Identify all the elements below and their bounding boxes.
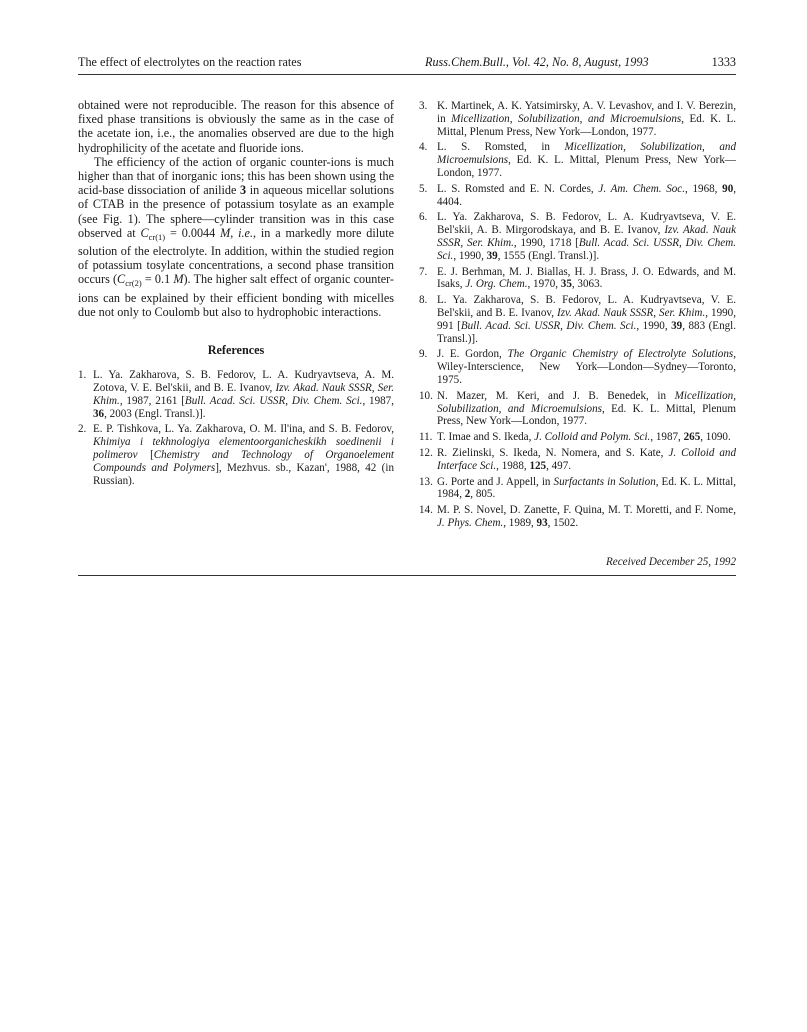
paragraph-2: [78, 155, 394, 319]
reference-text: , 1990,: [636, 319, 672, 332]
reference-pages: , 497.: [546, 459, 572, 472]
reference-source: Izv. Akad. Nauk SSSR, Ser. Khim.: [557, 306, 706, 319]
reference-number: 10.: [419, 389, 433, 402]
reference-text: , 1970,: [527, 278, 561, 291]
reference-authors: G. Porte and J. Appell, in: [437, 475, 554, 488]
p2-text-f: = 0.1: [141, 272, 174, 287]
p2-text-a: The efficiency of the action of organic counter-ions is much higher than that of inorganic ions; this has been shown using the acid-base dissociation of anilide: [78, 154, 394, 198]
reference-item: [419, 182, 737, 209]
reference-number: 6.: [419, 211, 428, 224]
reference-item: [419, 431, 736, 444]
reference-number: 9.: [419, 348, 428, 361]
reference-volume: 265: [683, 431, 701, 444]
reference-authors: L. Ya. Zakharova, S. B. Fedorov, L. A. Kudryavtseva, V. E. Bel'skii, A. B. Mirgorodskaya, and B. E. Ivanov,: [437, 211, 736, 237]
reference-text: , 1990,: [453, 249, 487, 262]
reference-number: 7.: [419, 265, 428, 278]
p2-text-g: ). The higher salt effect of organic counter-ions can be explained by their efficient bonding with micelles due not only to Coulomb but also to hydrophobic interactions.: [78, 272, 394, 319]
reference-volume: 36: [93, 407, 105, 420]
reference-text: [: [137, 449, 154, 462]
reference-number: 12.: [419, 446, 433, 459]
journal-citation: Russ.Chem.Bull., Vol. 42, No. 8, August, 1993: [425, 55, 649, 69]
reference-volume: 39: [671, 319, 683, 332]
reference-text: , Wiley-Interscience, New York—London—Sydney—Toronto, 1975.: [437, 348, 736, 386]
reference-source: Micellization, Solubilization, and Microemulsions: [437, 141, 736, 167]
reference-list-right: [419, 100, 737, 530]
reference-text: , 1987,: [650, 431, 684, 444]
reference-authors: E. J. Berhman, M. J. Biallas, H. J. Brass, J. O. Edwards, and M. Isaks,: [437, 265, 736, 291]
reference-pages: , 4404.: [437, 182, 737, 208]
reference-pages: , 883 (Engl. Transl.)].: [437, 319, 737, 345]
reference-number: 11.: [419, 431, 433, 444]
reference-number: 3.: [419, 100, 428, 112]
page-number: 1333: [711, 55, 736, 69]
p2-text-b: in aqueous micellar solutions of CTAB in the presence of potassium tosylate as an example (see Fig. 1). The sphere—cylinder transition was in this case observed at: [78, 183, 394, 240]
reference-text: , 1990, 991 [: [437, 306, 736, 332]
reference-item: [419, 211, 737, 262]
reference-number: 5.: [419, 182, 428, 195]
reference-number: 8.: [419, 294, 428, 307]
reference-translation-source: Chemistry and Technology of Organoelement Compounds and Polymers: [93, 449, 395, 474]
reference-text: ],: [215, 461, 228, 474]
reference-text: , 1988,: [496, 459, 530, 472]
reference-number: 14.: [419, 504, 433, 517]
reference-authors: R. Zielinski, S. Ikeda, N. Nomera, and S. Kate,: [437, 446, 669, 459]
subscript-cr2: cr(2): [125, 278, 142, 289]
compound-number: 3: [240, 183, 247, 198]
reference-text: , Ed. K. L. Mittal, Plenum Press, New York—London, 1977.: [437, 112, 736, 138]
reference-authors: J. E. Gordon,: [437, 348, 508, 361]
reference-source: J. Colloid and Polym. Sci.: [534, 431, 651, 444]
reference-authors: N. Mazer, M. Keri, and J. B. Benedek, in: [437, 389, 675, 402]
p2-text-e: , in a markedly more dilute solution of the electrolyte. In addition, within the studied region of potassium tosylate concentrations, a second phase transition occurs (: [78, 225, 394, 287]
reference-pages: , 3063.: [571, 278, 603, 291]
reference-text: , 1987, 2161 [: [119, 394, 185, 407]
reference-text: , Ed. K. L. Mittal, 1984,: [437, 475, 736, 501]
reference-source: Micellization, Solubilization, and Microemulsions: [437, 389, 736, 415]
reference-number: 1.: [78, 369, 87, 382]
reference-source: J. Phys. Chem.: [437, 516, 504, 529]
running-header: [78, 52, 736, 75]
reference-text: , 1989,: [503, 516, 537, 529]
reference-source: Micellization, Solubilization, and Microemulsions: [451, 112, 682, 125]
paragraph-1-text: obtained were not reproducible. The reason for this absence of fixed phase transitions is obviously the same as in the case of the acetate ion, i.e., the anomalies observed are due to the high hydrophilicity of the acetate and fluoride ions.: [78, 98, 394, 155]
reference-item: [419, 348, 736, 386]
reference-item: [419, 446, 737, 473]
left-column: [78, 98, 394, 490]
reference-number: 13.: [419, 475, 433, 488]
reference-source: Surfactants in Solution: [553, 475, 656, 488]
reference-source: J. Org. Chem.: [465, 278, 528, 291]
reference-item: [419, 504, 736, 530]
running-title: The effect of electrolytes on the reaction rates: [78, 55, 302, 69]
reference-pages: Mezhvus. sb., Kazan', 1988, 42 (in Russian).: [93, 461, 394, 487]
reference-text: , 1987,: [362, 394, 394, 407]
bottom-rule: [78, 575, 736, 576]
received-date: Received December 25, 1992: [606, 556, 736, 568]
reference-number: 2.: [78, 423, 87, 436]
reference-pages: , 2003 (Engl. Transl.)].: [104, 407, 206, 420]
reference-pages: , 1090.: [700, 431, 731, 444]
reference-authors: M. P. S. Novel, D. Zanette, F. Quina, M. T. Moretti, and F. Nome,: [437, 504, 736, 517]
reference-source: J. Colloid and Interface Sci.: [437, 446, 737, 472]
reference-pages: , 1502.: [547, 516, 579, 529]
reference-volume: 90: [722, 182, 734, 195]
unit-m1: M, i.e.: [220, 225, 254, 240]
reference-translation-source: Bull. Acad. Sci. USSR, Div. Chem. Sci.: [437, 236, 737, 262]
reference-item: [419, 294, 737, 345]
symbol-c2: C: [117, 272, 126, 287]
reference-volume: 93: [536, 516, 548, 529]
reference-translation-source: Bull. Acad. Sci. USSR, Div. Chem. Sci.: [460, 319, 637, 332]
symbol-c1: C: [140, 225, 149, 240]
unit-m2: M: [173, 272, 184, 287]
subscript-cr1: cr(1): [148, 231, 166, 242]
reference-volume: 35: [560, 278, 572, 291]
reference-list-left: [78, 369, 394, 487]
reference-pages: , 805.: [470, 488, 496, 501]
reference-source: Izv. Akad. Nauk SSSR, Ser. Khim.: [437, 224, 736, 249]
reference-pages: , 1555 (Engl. Transl.)].: [497, 249, 600, 262]
reference-item: [419, 265, 736, 292]
reference-item: [419, 100, 736, 138]
reference-item: [419, 141, 736, 179]
reference-source: J. Am. Chem. Soc.: [598, 182, 685, 195]
reference-source: Izv. Akad. Nauk SSSR, Ser. Khim.: [93, 382, 394, 407]
reference-authors: L. Ya. Zakharova, S. B. Fedorov, L. A. Kudryavtseva, A. M. Zotova, V. E. Bel'skii, and B. E. Ivanov,: [93, 369, 394, 395]
reference-translation-source: Bull. Acad. Sci. USSR, Div. Chem. Sci.: [184, 394, 363, 407]
reference-authors: L. S. Romsted and E. N. Cordes,: [437, 182, 599, 195]
reference-item: [419, 389, 736, 428]
reference-source: Khimiya i tekhnologiya elementoorganicheskikh soedinenii i polimerov: [93, 436, 394, 462]
reference-item: [78, 369, 394, 420]
references-heading: References: [207, 343, 265, 358]
reference-text: , 1990, 1718 [: [513, 236, 579, 249]
reference-volume: 125: [529, 459, 547, 472]
reference-item: [419, 475, 736, 502]
reference-text: , 1968,: [685, 182, 723, 195]
reference-authors: T. Imae and S. Ikeda,: [437, 431, 535, 444]
reference-text: , Ed. K. L. Mittal, Plenum Press, New York—London, 1977.: [437, 154, 736, 179]
reference-authors: L. Ya. Zakharova, S. B. Fedorov, L. A. Kudryavtseva, V. E. Bel'skii, and B. E. Ivanov,: [437, 294, 736, 319]
reference-item: [78, 423, 394, 487]
right-column: [419, 100, 737, 533]
reference-authors: E. P. Tishkova, L. Ya. Zakharova, O. M. Il'ina, and S. B. Fedorov,: [93, 423, 394, 436]
reference-volume: 2: [464, 488, 471, 501]
reference-volume: 39: [486, 249, 498, 262]
reference-text: , Ed. K. L. Mittal, Plenum Press, New York—London, 1977.: [437, 402, 736, 428]
reference-number: 4.: [419, 141, 428, 154]
paragraph-1: [78, 98, 394, 155]
reference-authors: K. Martinek, A. K. Yatsimirsky, A. V. Levashov, and I. V. Berezin, in: [437, 100, 736, 125]
reference-authors: L. S. Romsted, in: [437, 141, 565, 154]
reference-source: The Organic Chemistry of Electrolyte Solutions: [507, 348, 734, 361]
p2-text-d: = 0.0044: [165, 225, 221, 240]
